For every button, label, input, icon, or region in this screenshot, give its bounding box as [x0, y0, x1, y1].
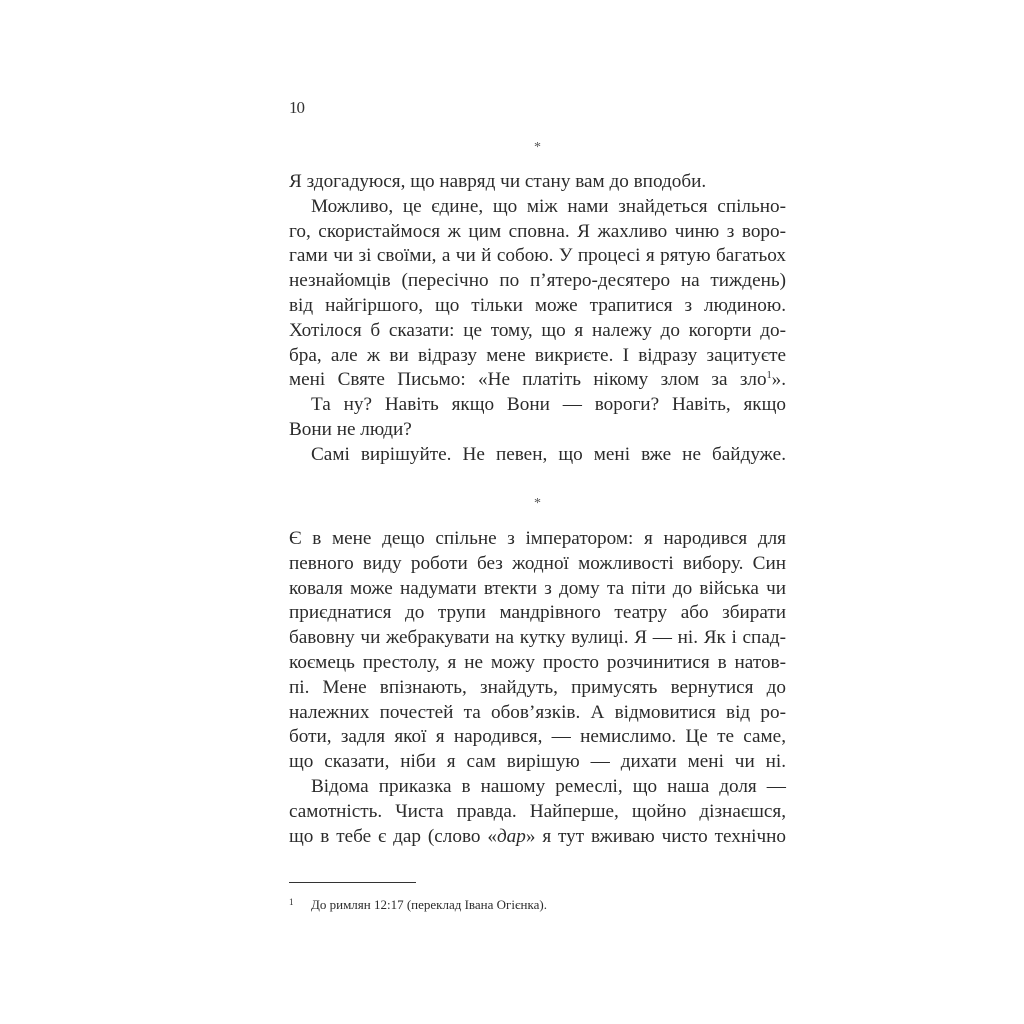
footnote-reference[interactable]: 1	[766, 370, 772, 382]
section-separator: *	[534, 496, 541, 511]
text-line-with-footnote	[289, 368, 786, 393]
text-line: незнайомців (пересічно по п’ятеро-десятеро на тиждень)	[289, 270, 786, 292]
text-line: го, скористаймося ж цим сповна. Я жахливо чиню з воро-	[289, 220, 786, 242]
paragraph-start-line: Та ну? Навіть якщо Вони — вороги? Навіть, якщо	[311, 394, 786, 416]
book-page	[289, 0, 786, 1024]
text-line: від найгіршого, що тільки може трапитися з людиною.	[289, 294, 786, 316]
italic-term: дар	[496, 825, 526, 847]
page-number: 10	[289, 98, 304, 117]
text-line: приєднатися до трупи мандрівного театру або збирати	[289, 602, 786, 624]
text-line: пі. Мене впізнають, знайдуть, примусять вернутися до	[289, 676, 786, 698]
footnote-number: 1	[289, 897, 294, 907]
section-separator: *	[534, 140, 541, 155]
text-section-1	[289, 170, 786, 468]
text-line: Хотілося б сказати: це тому, що я належу до когорти до-	[289, 319, 786, 341]
text-line: Є в мене дещо спільне з імператором: я народився для	[289, 528, 786, 549]
text-line: боти, задля якої я народився, — немислимо. Це те саме,	[289, 726, 786, 748]
text-line: Вони не люди?	[289, 418, 412, 440]
text-section-2	[289, 527, 786, 849]
text-line: певного виду роботи без жодної можливості вибору. Син	[289, 552, 786, 574]
text-fragment: що в тебе є дар (слово «	[289, 825, 497, 847]
text-line: бавовну чи жебракувати на кутку вулиці. Я — ні. Як і спад-	[289, 627, 786, 649]
text-line: належних почестей та обов’язків. А відмовитися від ро-	[289, 701, 786, 723]
quote-text: мені Святе Письмо: «Не платіть нікому злом за зло	[289, 369, 767, 391]
text-line: коємець престолу, я не можу просто розчинитися в натов-	[289, 651, 786, 673]
footnote	[289, 893, 547, 914]
paragraph-start-line: Можливо, це єдине, що між нами знайдеться спільно-	[311, 195, 786, 217]
text-line: гами чи зі своїми, а чи й собою. У процесі я рятую багатьох	[289, 245, 786, 267]
text-line-with-italic	[289, 825, 786, 850]
text-line: бра, але ж ви відразу мене викриєте. І відразу зацитуєте	[289, 344, 786, 366]
text-line: коваля може надумати втекти з дому та піти до війська чи	[289, 577, 786, 599]
text-line: Я здогадуюся, що навряд чи стану вам до вподоби.	[289, 171, 707, 192]
paragraph-start-line: Самі вирішуйте. Не певен, що мені вже не байдуже.	[311, 443, 786, 465]
text-line: самотність. Чиста правда. Найперше, щойно дізнаєшся,	[289, 800, 786, 822]
quote-closing: ».	[771, 369, 786, 391]
text-line: що сказати, ніби я сам вирішую — дихати мені чи ні.	[289, 751, 786, 773]
footnote-divider	[289, 882, 416, 883]
text-fragment: » я тут вживаю чисто технічно	[525, 825, 787, 847]
footnote-text: До римлян 12:17 (переклад Івана Огієнка).	[311, 897, 547, 912]
paragraph-start-line: Відома приказка в нашому ремеслі, що наша доля —	[311, 775, 786, 797]
